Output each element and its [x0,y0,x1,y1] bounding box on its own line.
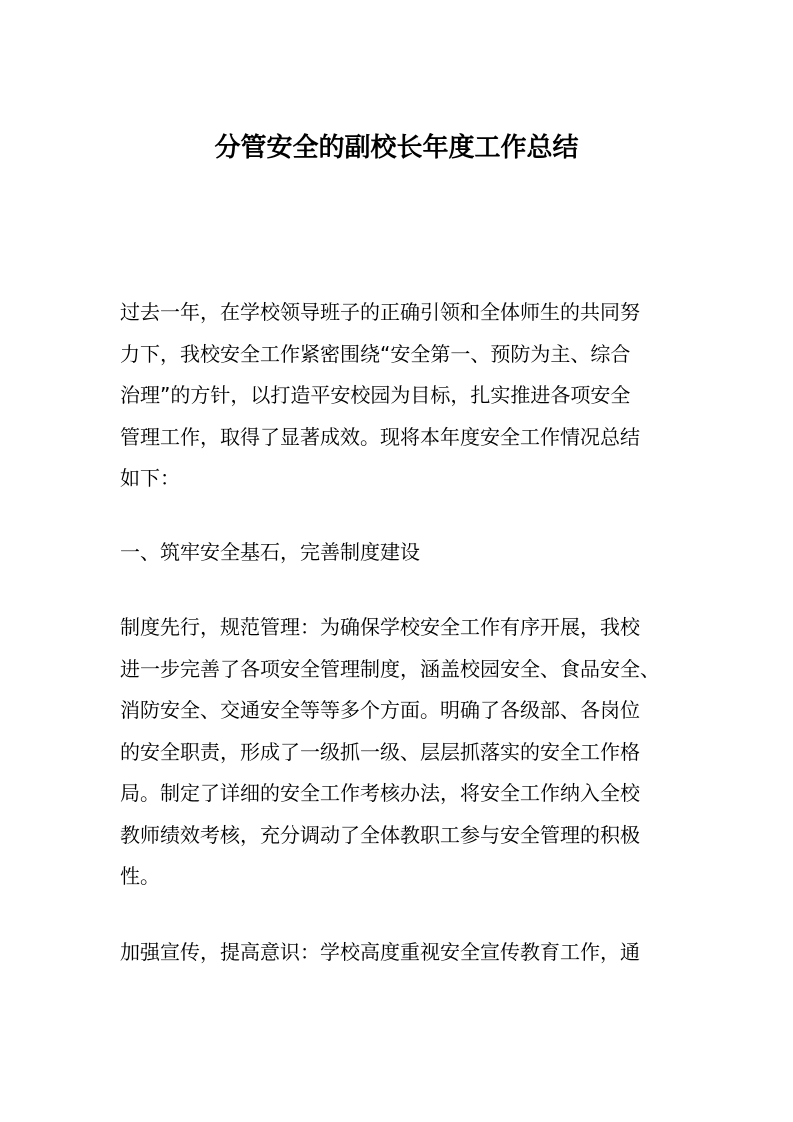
intro-paragraph [120,292,678,500]
text-line: 性。 [120,864,160,888]
document-body [120,292,678,973]
text-line: 过去一年，在学校领导班子的正确引领和全体师生的共同努 [120,300,640,324]
text-line: 消防安全、交通安全等等多个方面。明确了各级部、各岗位 [120,698,640,722]
section-heading: 一、筑牢安全基石，完善制度建设 [120,539,420,564]
text-line: 治理”的方针，以打造平安校园为目标，扎实推进各项安全 [120,383,631,407]
text-line: 管理工作，取得了显著成效。现将本年度安全工作情况总结 [120,424,640,449]
text-line: 加强宣传，提高意识：学校高度重视安全宣传教育工作，通 [120,939,640,964]
text-line: 力下，我校安全工作紧密围绕“安全第一、预防为主、综合 [120,341,631,366]
text-line: 局。制定了详细的安全工作考核办法，将安全工作纳入全校 [120,781,640,805]
text-line: 教师绩效考核，充分调动了全体教职工参与安全管理的积极 [120,822,640,847]
text-line: 制度先行，规范管理：为确保学校安全工作有序开展，我校 [120,615,640,639]
text-line: 进一步完善了各项安全管理制度，涵盖校园安全、食品安全、 [120,656,660,681]
body-paragraph [120,932,678,974]
text-line: 的安全职责，形成了一级抓一级、层层抓落实的安全工作格 [120,739,640,764]
body-paragraph [120,607,678,898]
page-title: 分管安全的副校长年度工作总结 [214,133,579,163]
text-line: 如下： [120,466,180,490]
